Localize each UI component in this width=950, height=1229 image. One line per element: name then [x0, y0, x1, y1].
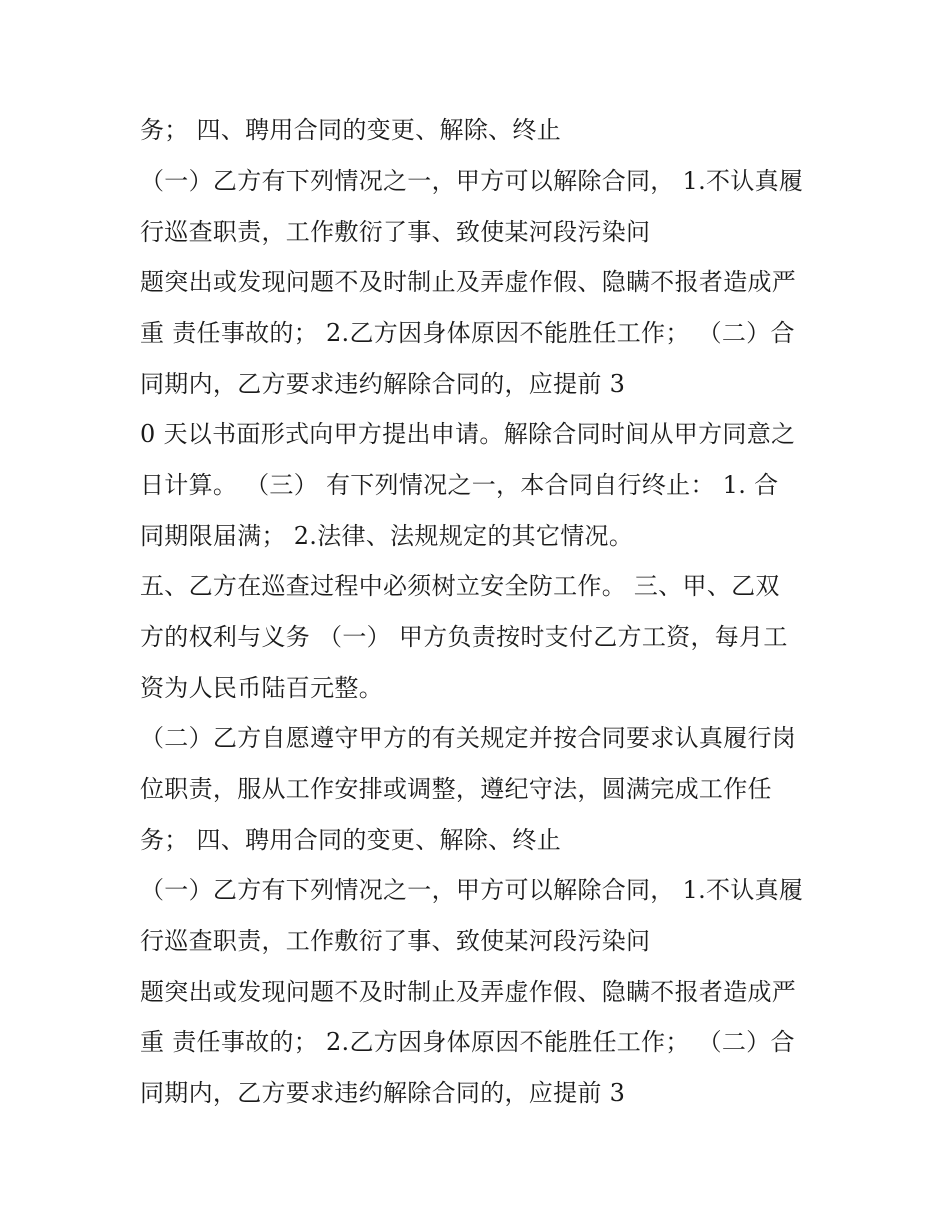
text-line: （二）乙方自愿遵守甲方的有关规定并按合同要求认真履行岗 — [140, 724, 797, 752]
text-line: 五、乙方在巡查过程中必须树立安全防工作。 三、甲、乙双 — [140, 572, 780, 600]
text-line: 方的权利与义务 （一） 甲方负责按时支付乙方工资，每月工 — [140, 623, 788, 651]
text-line: 务； 四、聘用合同的变更、解除、终止 — [140, 116, 562, 144]
text-line: 重 责任事故的； 2.乙方因身体原因不能胜任工作； （二）合 — [140, 319, 795, 347]
text-line: 行巡查职责，工作敷衍了事、致使某河段污染问 — [140, 927, 651, 955]
text-line: 重 责任事故的； 2.乙方因身体原因不能胜任工作； （二）合 — [140, 1028, 795, 1056]
text-line: 同期限届满； 2.法律、法规规定的其它情况。 — [140, 522, 634, 550]
text-line: 题突出或发现问题不及时制止及弄虚作假、隐瞒不报者造成严 — [140, 268, 797, 296]
text-line: 0 天以书面形式向甲方提出申请。解除合同时间从甲方同意之 — [140, 420, 796, 448]
text-line: 日计算。 （三） 有下列情况之一，本合同自行终止： 1. 合 — [140, 471, 779, 499]
text-line: 同期内，乙方要求违约解除合同的，应提前 3 — [140, 1079, 626, 1107]
text-line: （一）乙方有下列情况之一，甲方可以解除合同， 1.不认真履 — [140, 167, 804, 195]
text-line: 题突出或发现问题不及时制止及弄虚作假、隐瞒不报者造成严 — [140, 978, 797, 1006]
text-line: 务； 四、聘用合同的变更、解除、终止 — [140, 826, 562, 854]
text-line: 同期内，乙方要求违约解除合同的，应提前 3 — [140, 370, 626, 398]
text-line: （一）乙方有下列情况之一，甲方可以解除合同， 1.不认真履 — [140, 876, 804, 904]
text-line: 行巡查职责，工作敷衍了事、致使某河段污染问 — [140, 218, 651, 246]
text-line: 位职责，服从工作安排或调整，遵纪守法，圆满完成工作任 — [140, 775, 772, 803]
text-line: 资为人民币陆百元整。 — [140, 674, 383, 702]
